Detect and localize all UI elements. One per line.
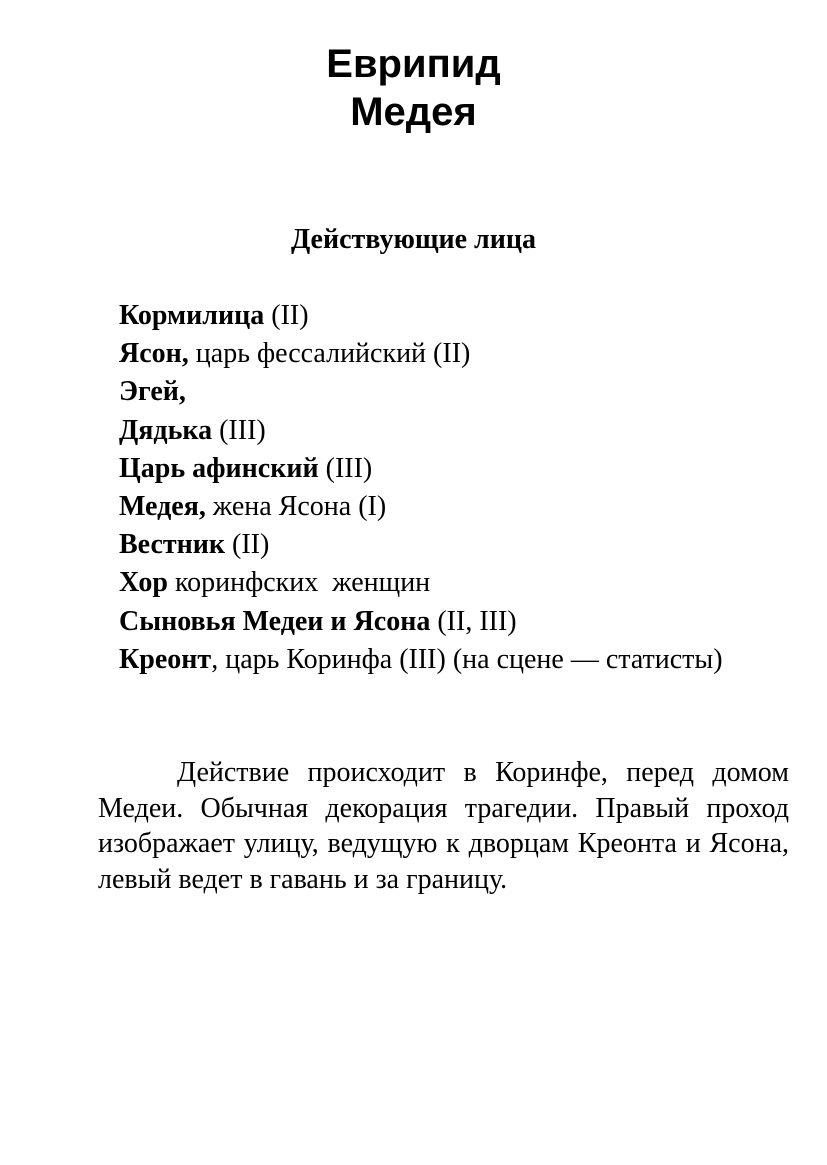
cast-item bbox=[40, 373, 789, 411]
cast-item bbox=[40, 412, 789, 450]
cast-desc: коринфских женщин bbox=[167, 567, 431, 599]
cast-desc: царь фессалийский (II) bbox=[188, 338, 471, 370]
cast-item bbox=[40, 564, 789, 602]
cast-desc: , царь Коринфа (III) (на сцене — статисты) bbox=[211, 643, 723, 675]
cast-item bbox=[40, 641, 789, 679]
cast-name: Креонт bbox=[119, 643, 212, 675]
cast-desc: (II) bbox=[264, 300, 309, 331]
cast-item bbox=[40, 526, 789, 564]
cast-desc: (III) bbox=[318, 452, 373, 484]
cast-name: Вестник bbox=[119, 529, 226, 561]
title-block bbox=[0, 40, 827, 136]
cast-name: Хор bbox=[119, 567, 168, 599]
cast-name: Сыновья Медеи и Ясона bbox=[119, 605, 431, 637]
cast-item bbox=[40, 450, 789, 488]
cast-name: Дядька bbox=[119, 414, 213, 446]
cast-item bbox=[40, 488, 789, 526]
cast-desc: (III) bbox=[212, 414, 266, 446]
setting-paragraph: Действие происходит в Коринфе, перед домом Медеи. Обычная декорация трагедии. Правый проход изображает улицу, ведущую к дворцам Креонта и Ясона, левый ведет в гавань и за границу. bbox=[98, 757, 789, 895]
cast-list bbox=[40, 297, 789, 679]
author-name: Еврипид bbox=[326, 42, 501, 86]
cast-name: Царь афинский bbox=[119, 452, 319, 484]
play-title: Медея bbox=[350, 90, 477, 134]
cast-desc: (II) bbox=[225, 529, 270, 561]
cast-item bbox=[40, 335, 789, 373]
cast-name: Эгей, bbox=[119, 376, 186, 408]
cast-name: Кормилица bbox=[119, 300, 265, 331]
cast-heading: Действующие лица bbox=[290, 224, 537, 255]
cast-item bbox=[40, 603, 789, 641]
cast-name: Медея, bbox=[119, 491, 206, 523]
cast-desc: (II, III) bbox=[430, 605, 517, 637]
cast-name: Ясон, bbox=[119, 338, 189, 370]
cast-desc: жена Ясона (I) bbox=[205, 491, 387, 523]
cast-item bbox=[40, 297, 789, 335]
